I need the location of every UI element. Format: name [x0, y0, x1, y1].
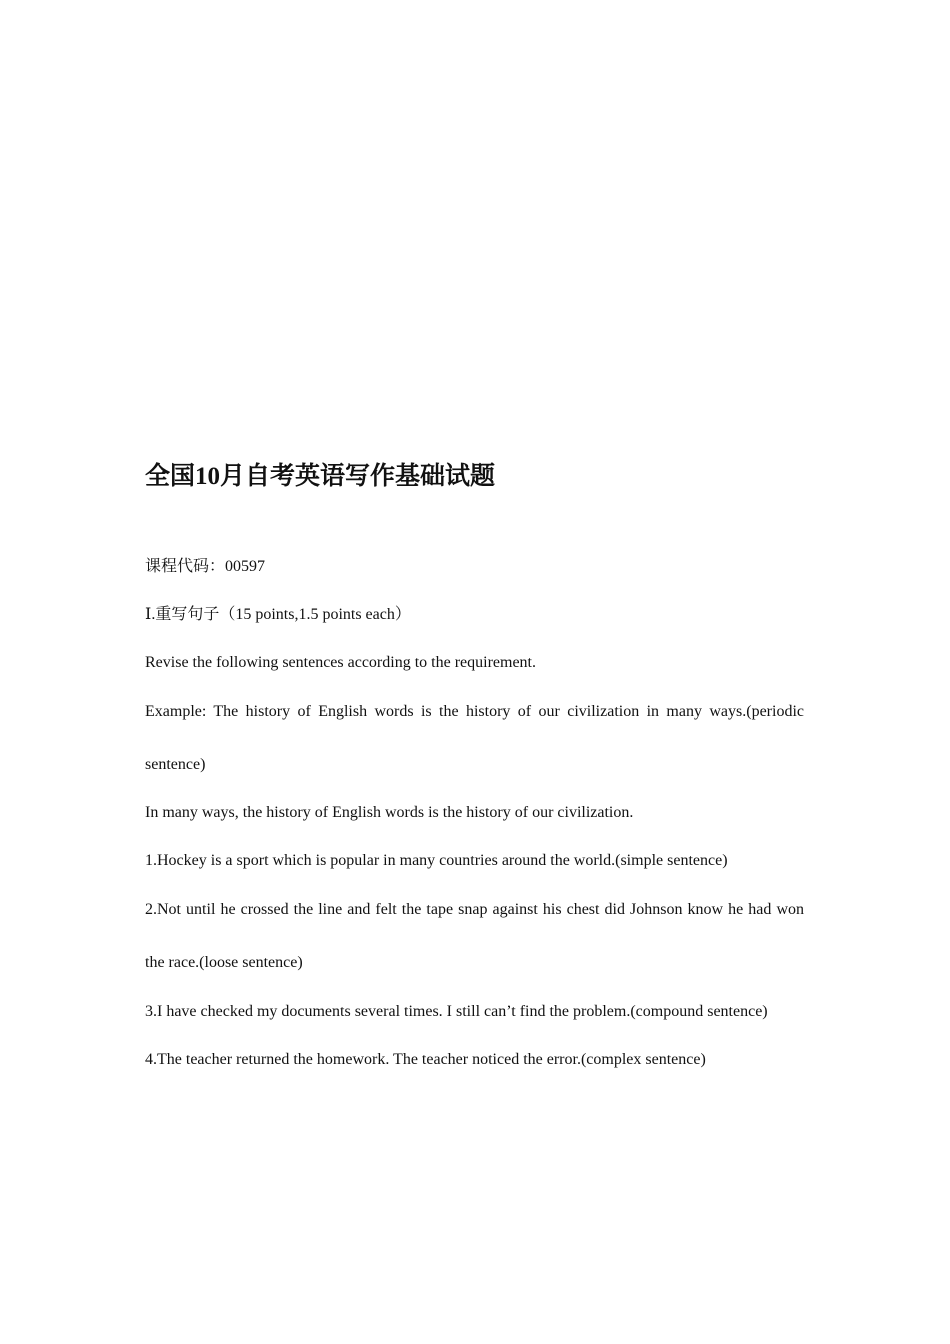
document-title: 全国10月自考英语写作基础试题 [145, 463, 496, 490]
question-4: 4.The teacher returned the homework. The teacher noticed the error.(complex sentence) [145, 1051, 706, 1068]
section-heading: Ⅰ.重写句子（15 points,1.5 points each） [145, 606, 411, 623]
document-body [145, 553, 804, 1094]
course-code: 课程代码：00597 [145, 558, 266, 575]
example-answer: In many ways, the history of English words is the history of our civilization. [145, 804, 634, 821]
instruction-text: Revise the following sentences according to the requirement. [145, 654, 536, 671]
question-3: 3.I have checked my documents several times. I still can’t find the problem.(compound sentence) [145, 1003, 768, 1020]
example-sentence: Example: The history of English words is the history of our civilization in many ways.(periodic sentence) [145, 703, 804, 773]
question-2: 2.Not until he crossed the line and felt the tape snap against his chest did Johnson know he had won the race.(loose sentence) [145, 901, 804, 971]
question-1: 1.Hockey is a sport which is popular in many countries around the world.(simple sentence) [145, 852, 728, 869]
